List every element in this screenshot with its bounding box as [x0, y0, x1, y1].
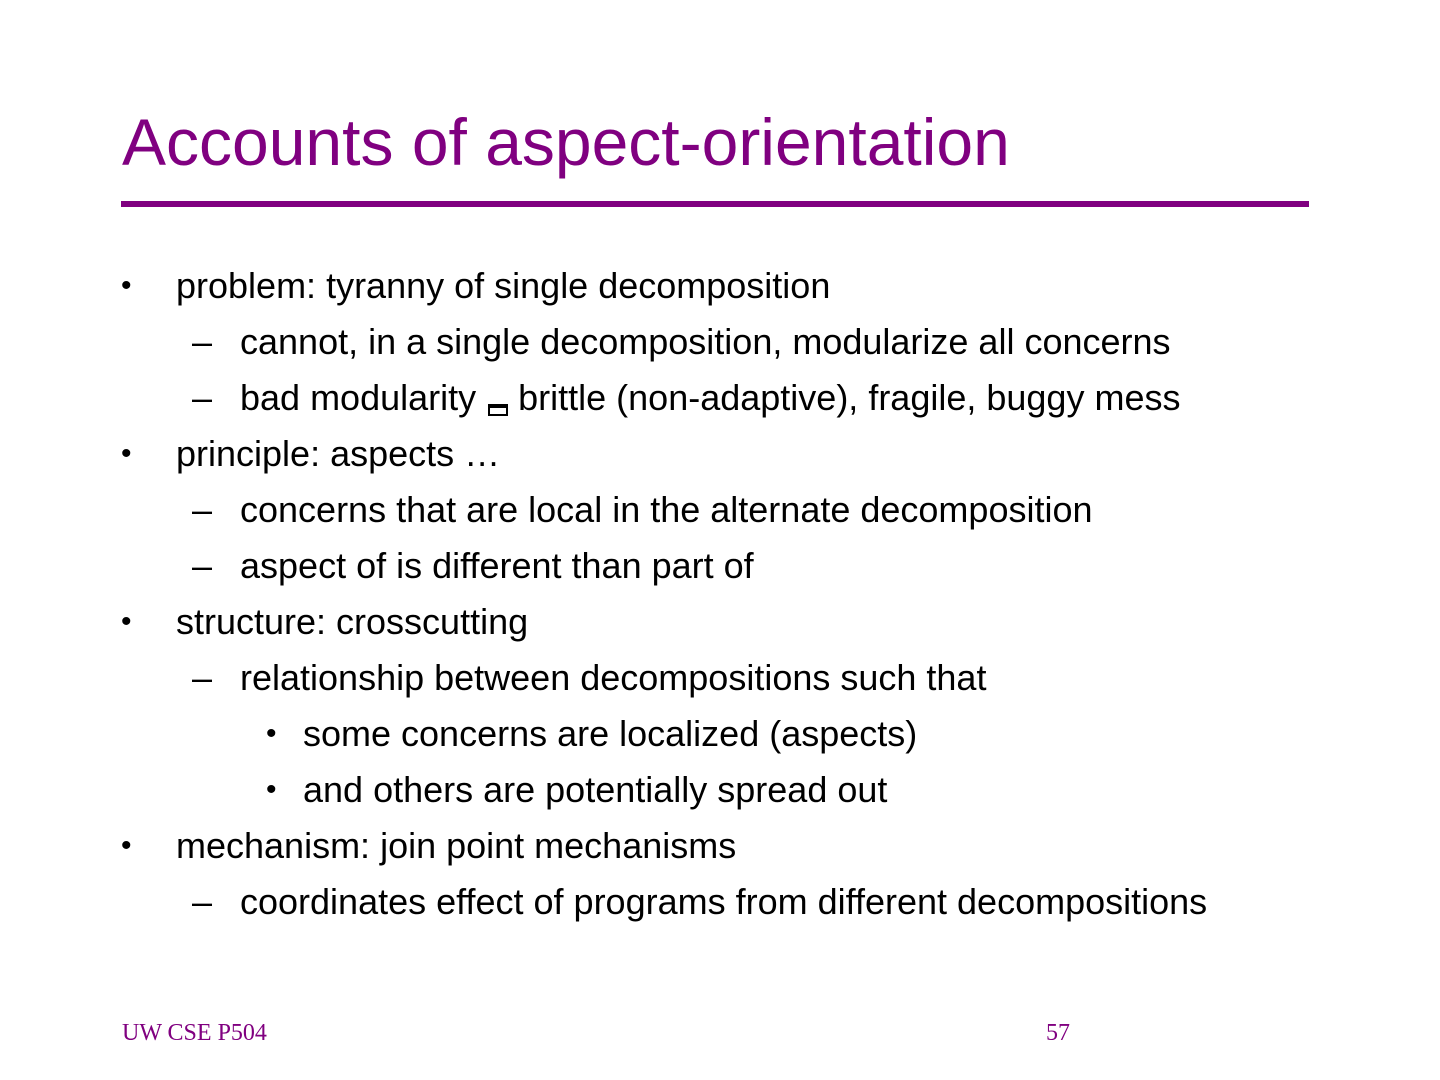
sub-bullet-text [240, 370, 1180, 426]
sub-bullet-item [0, 874, 1440, 930]
bullet-marker: • [121, 605, 132, 638]
sub-sub-bullet-item [0, 706, 1440, 762]
sub-bullet-text: coordinates effect of programs from different decompositions [240, 881, 1208, 922]
dash-marker: – [192, 881, 213, 922]
sub-bullet-item [0, 314, 1440, 370]
sub-bullet-text: concerns that are local in the alternate decomposition [240, 489, 1093, 530]
title-underline [121, 201, 1309, 207]
sub-bullet-text: cannot, in a single decomposition, modularize all concerns [240, 321, 1171, 362]
bullet-text: structure: crosscutting [176, 601, 529, 642]
bullet-item [0, 426, 1440, 482]
bullet-item [0, 258, 1440, 314]
bullet-list [0, 258, 1440, 930]
sub-bullet-item [0, 538, 1440, 594]
dash-marker: – [192, 377, 213, 418]
slide-title: Accounts of aspect-orientation [122, 105, 1010, 179]
dash-marker: – [192, 657, 213, 698]
bullet-text: problem: tyranny of single decomposition [176, 265, 831, 306]
implies-glyph-icon [488, 404, 508, 416]
sub-bullet-text: aspect of is different than part of [240, 545, 754, 586]
dash-marker: – [192, 489, 213, 530]
dash-marker: – [192, 321, 213, 362]
footer-page-number: 57 [1046, 1020, 1070, 1046]
sub-bullet-text-after: brittle (non-adaptive), fragile, buggy mess [518, 377, 1181, 418]
bullet-marker: • [121, 269, 132, 302]
bullet-item [0, 818, 1440, 874]
bullet-marker: • [266, 717, 277, 750]
dash-marker: – [192, 545, 213, 586]
sub-bullet-item [0, 370, 1440, 426]
sub-sub-bullet-text: some concerns are localized (aspects) [303, 713, 918, 754]
sub-sub-bullet-text: and others are potentially spread out [303, 769, 888, 810]
sub-bullet-item [0, 650, 1440, 706]
sub-sub-bullet-item [0, 762, 1440, 818]
bullet-item [0, 594, 1440, 650]
sub-bullet-item [0, 482, 1440, 538]
bullet-marker: • [121, 437, 132, 470]
bullet-text: mechanism: join point mechanisms [176, 825, 737, 866]
bullet-marker: • [266, 773, 277, 806]
sub-bullet-text: relationship between decompositions such that [240, 657, 987, 698]
sub-bullet-text-before: bad modularity [240, 377, 477, 418]
footer-course: UW CSE P504 [122, 1020, 267, 1046]
bullet-text: principle: aspects … [176, 433, 501, 474]
bullet-marker: • [121, 829, 132, 862]
